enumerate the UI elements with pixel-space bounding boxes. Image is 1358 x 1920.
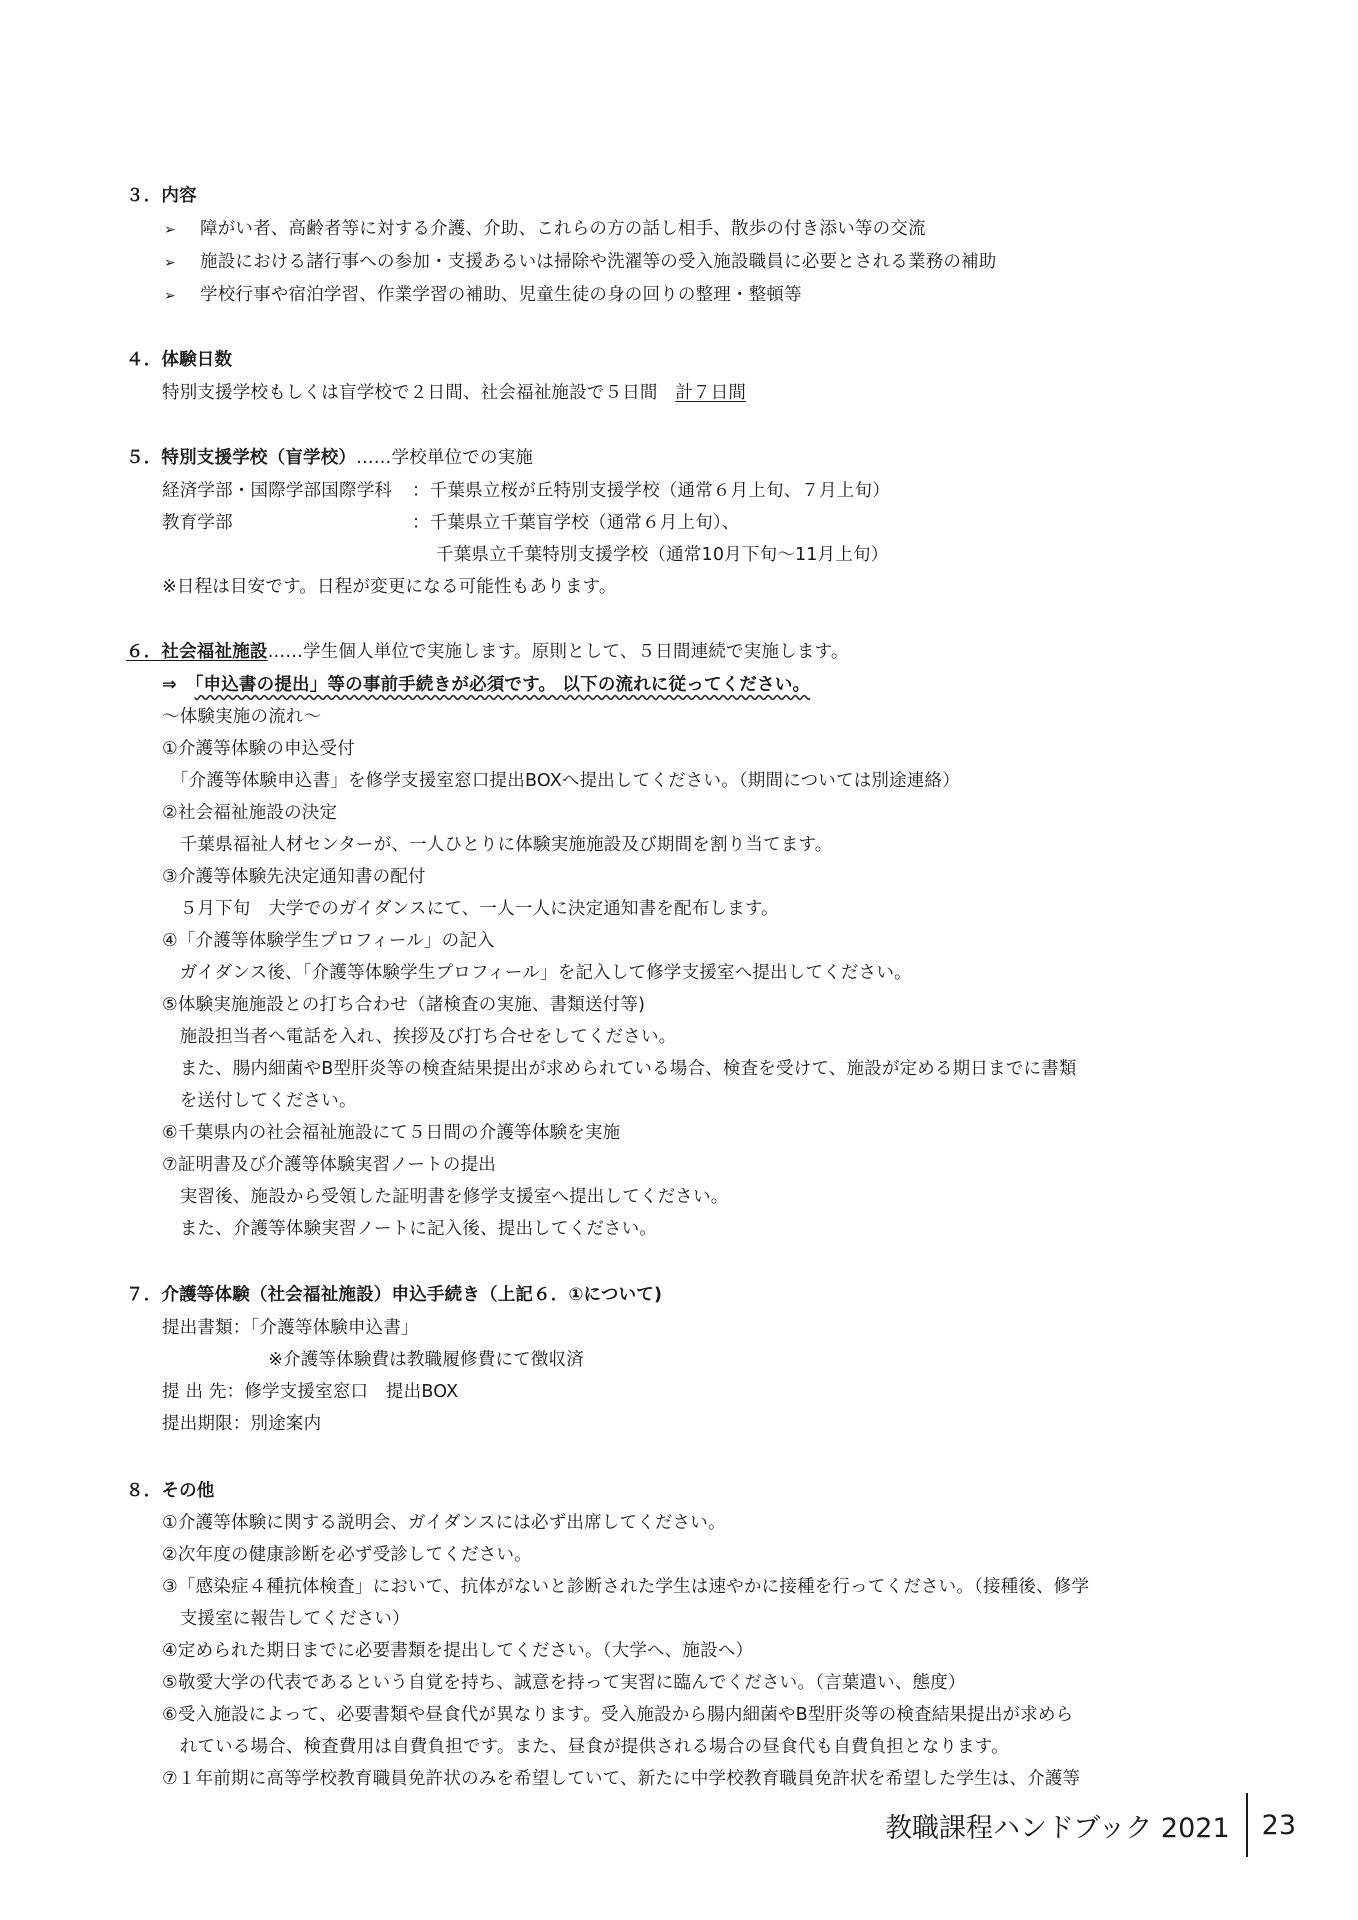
section-5-row-label: 教育学部 [162,513,233,533]
flow-line: 千葉県福祉人材センターが、一人ひとりに体験実施施設及び期間を割り当てます。 [162,835,833,855]
flow-line: を送付してください。 [162,1091,357,1111]
section-8-line: 支援室に報告してください） [162,1609,410,1629]
section-8-heading: ８．その他 [126,1481,215,1501]
section-8-line: ⑦１年前期に高等学校教育職員免許状のみを希望していて、新たに中学校教育職員免許状を希望した学生は、介護等 [162,1769,1081,1789]
section-7-heading: ７．介護等体験（社会福祉施設）申込手続き（上記６．①について) [126,1285,663,1305]
section-7-line: 提出期限：別途案内 [162,1414,322,1434]
flow-line: ⑥千葉県内の社会福祉施設にて５日間の介護等体験を実施 [162,1123,621,1143]
section-8-line: ④定められた期日までに必要書類を提出してください。（大学へ、施設へ） [162,1641,754,1661]
section-7-line: 提 出 先：修学支援室窓口 提出BOX [162,1382,459,1402]
flow-title: 〜体験実施の流れ〜 [162,707,322,727]
section-7-line: 提出書類：「介護等体験申込書」 [162,1318,419,1338]
section-5-note: ※日程は目安です。日程が変更になる可能性もあります。 [162,577,617,597]
flow-line: ⑤体験実施施設との打ち合わせ（諸検査の実施、書類送付等) [162,995,646,1015]
section-6-heading: ６．社会福祉施設……学生個人単位で実施します。原則として、５日間連続で実施します。 [126,642,849,662]
section-8-line: ①介護等体験に関する説明会、ガイダンスには必ず出席してください。 [162,1513,726,1533]
flow-line: ⑦証明書及び介護等体験実習ノートの提出 [162,1155,496,1175]
section-5-row-label: 経済学部・国際学部国際学科 [162,481,393,501]
section-8-line: ⑥受入施設によって、必要書類や昼食代が異なります。受入施設から腸内細菌やB型肝炎等の検査結果提出が求めら [162,1705,1074,1725]
arrow-bullet-icon: ➢ [164,255,176,271]
section-8-line: ②次年度の健康診断を必ず受診してください。 [162,1545,532,1565]
flow-line: ③介護等体験先決定通知書の配付 [162,867,426,887]
section-3-bullet: ➢ 障がい者、高齢者等に対する介護、介助、これらの方の話し相手、散歩の付き添い等の交流 [164,217,926,242]
section-5-row-value: 千葉県立千葉特別支援学校（通常10月下旬〜11月上旬） [436,545,889,565]
total-days: 計７日間 [675,383,747,403]
footer-title: 教職課程ハンドブック 2021 [885,1812,1230,1844]
section-5-row-value: ：千葉県立桜が丘特別支援学校（通常６月上旬、７月上旬） [412,481,890,501]
flow-line: 施設担当者へ電話を入れ、挨拶及び打ち合せをしてください。 [162,1027,677,1047]
footer-divider [1246,1793,1248,1857]
section-4-heading: ４．体験日数 [126,350,233,370]
flow-line: また、介護等体験実習ノートに記入後、提出してください。 [162,1219,658,1239]
arrow-bullet-icon: ➢ [164,288,176,304]
section-8-line: ③「感染症４種抗体検査」において、抗体がないと診断された学生は速やかに接種を行ってください。（接種後、修学 [162,1577,1090,1597]
section-8-line: れている場合、検査費用は自費負担です。また、昼食が提供される場合の昼食代も自費負担となります。 [162,1737,1009,1757]
section-6-emphasis: ⇒ 「申込書の提出」等の事前手続きが必須です。 以下の流れに従ってください。 [162,675,811,695]
section-8-line: ⑤敬愛大学の代表であるという自覚を持ち、誠意を持って実習に臨んでください。（言葉遣い、態度） [162,1673,966,1693]
section-3-bullet: ➢ 学校行事や宿泊学習、作業学習の補助、児童生徒の身の回りの整理・整頓等 [164,283,802,308]
flow-line: ５月下旬 大学でのガイダンスにて、一人一人に決定通知書を配布します。 [162,899,779,919]
section-4-text: 特別支援学校もしくは盲学校で２日間、社会福祉施設で５日間 計７日間 [162,383,747,403]
section-7-line: ※介護等体験費は教職履修費にて徴収済 [162,1350,584,1370]
flow-line: また、腸内細菌やB型肝炎等の検査結果提出が求められている場合、検査を受けて、施設が定める期日までに書類 [162,1059,1077,1079]
section-5-row-value: ：千葉県立千葉盲学校（通常６月上旬）、 [412,513,740,533]
flow-line: ④「介護等体験学生プロフィール」の記入 [162,931,495,951]
flow-line: ②社会福祉施設の決定 [162,803,338,823]
section-5-heading: ５．特別支援学校（盲学校）……学校単位での実施 [126,448,534,468]
flow-line: 「介護等体験申込書」を修学支援室窓口提出BOXへ提出してください。（期間については別途連絡） [162,771,960,791]
section-3-bullet: ➢ 施設における諸行事への参加・支援あるいは掃除や洗濯等の受入施設職員に必要とされる業務の補助 [164,250,997,275]
page-number: 23 [1261,1809,1296,1841]
flow-line: ①介護等体験の申込受付 [162,739,355,759]
page-footer [885,1793,1296,1857]
flow-line: ガイダンス後、「介護等体験学生プロフィール」を記入して修学支援室へ提出してください。 [162,963,912,983]
arrow-bullet-icon: ➢ [164,222,176,238]
section-3-heading: ３．内容 [126,186,197,206]
flow-line: 実習後、施設から受領した証明書を修学支援室へ提出してください。 [162,1187,729,1207]
